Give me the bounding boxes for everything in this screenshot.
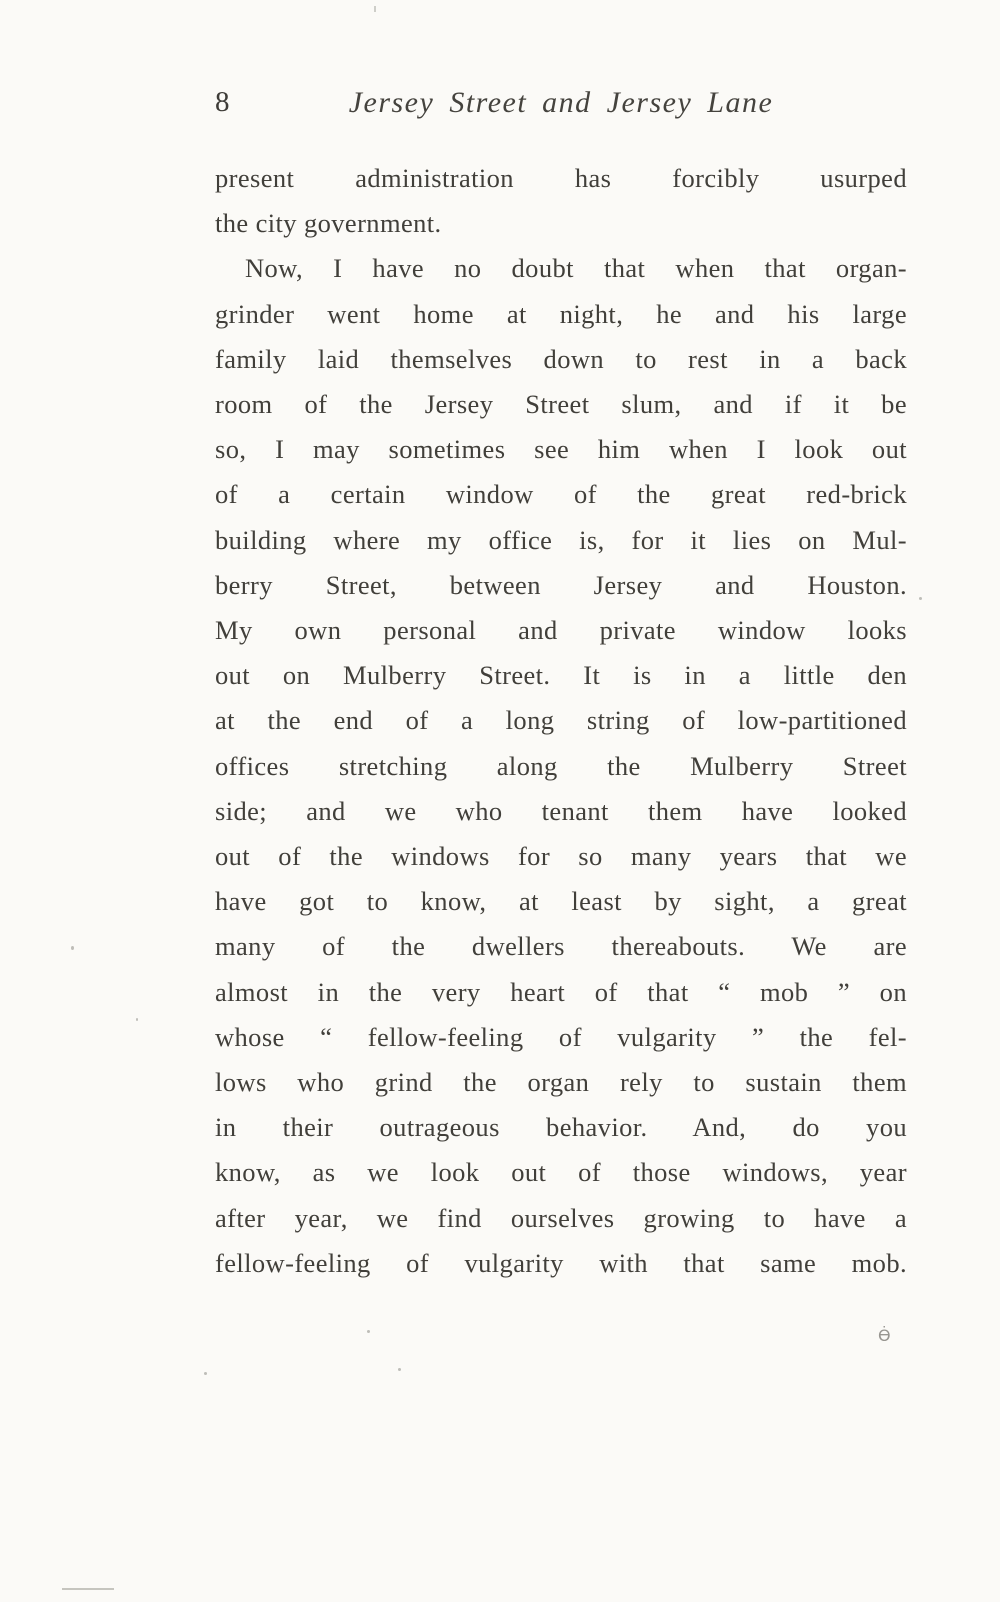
text-line: many of the dwellers thereabouts. We are <box>215 931 907 962</box>
text-line: out on Mulberry Street. It is in a little den <box>215 660 907 691</box>
page-header <box>215 86 907 130</box>
scan-speck <box>374 6 376 12</box>
text-line: know, as we look out of those windows, year <box>215 1157 907 1188</box>
text-line: family laid themselves down to rest in a back <box>215 343 907 374</box>
text-line: berry Street, between Jersey and Houston. <box>215 569 907 600</box>
text-line: out of the windows for so many years that we <box>215 841 907 872</box>
text-line: whose “ fellow-feeling of vulgarity ” the fel- <box>215 1021 907 1052</box>
scan-speck <box>919 597 922 600</box>
text-line: of a certain window of the great red-brick <box>215 479 907 510</box>
text-line: fellow-feeling of vulgarity with that same mob. <box>215 1247 907 1278</box>
text-line: the city government. <box>215 208 442 239</box>
text-line: grinder went home at night, he and his large <box>215 298 907 329</box>
text-line: present administration has forcibly usurped <box>215 163 907 193</box>
running-title: Jersey Street and Jersey Lane <box>348 86 774 119</box>
text-line: side; and we who tenant them have looked <box>215 795 907 826</box>
scan-speck <box>136 1018 138 1021</box>
scan-speck <box>71 946 74 950</box>
text-line: My own personal and private window looks <box>215 615 907 646</box>
text-line: Now, I have no doubt that when that organ- <box>245 253 907 284</box>
scan-speck <box>204 1372 207 1375</box>
text-line: so, I may sometimes see him when I look out <box>215 434 907 465</box>
scan-edge-mark <box>62 1588 114 1590</box>
page-number: 8 <box>215 86 230 118</box>
page-text <box>215 156 907 1286</box>
text-line: room of the Jersey Street slum, and if it be <box>215 389 907 420</box>
text-line: lows who grind the organ rely to sustain them <box>215 1067 907 1098</box>
text-line: in their outrageous behavior. And, do you <box>215 1112 907 1143</box>
text-line: almost in the very heart of that “ mob ” on <box>215 976 907 1007</box>
scan-speck <box>367 1330 370 1333</box>
text-line: building where my office is, for it lies on Mul- <box>215 524 907 555</box>
text-line: at the end of a long string of low-partitioned <box>215 705 907 736</box>
scan-speck <box>398 1368 401 1371</box>
scan-squiggle: ϴ̇ <box>878 1326 891 1345</box>
text-line: have got to know, at least by sight, a great <box>215 886 907 917</box>
text-line: offices stretching along the Mulberry Street <box>215 750 907 781</box>
text-line: after year, we find ourselves growing to have a <box>215 1202 907 1233</box>
